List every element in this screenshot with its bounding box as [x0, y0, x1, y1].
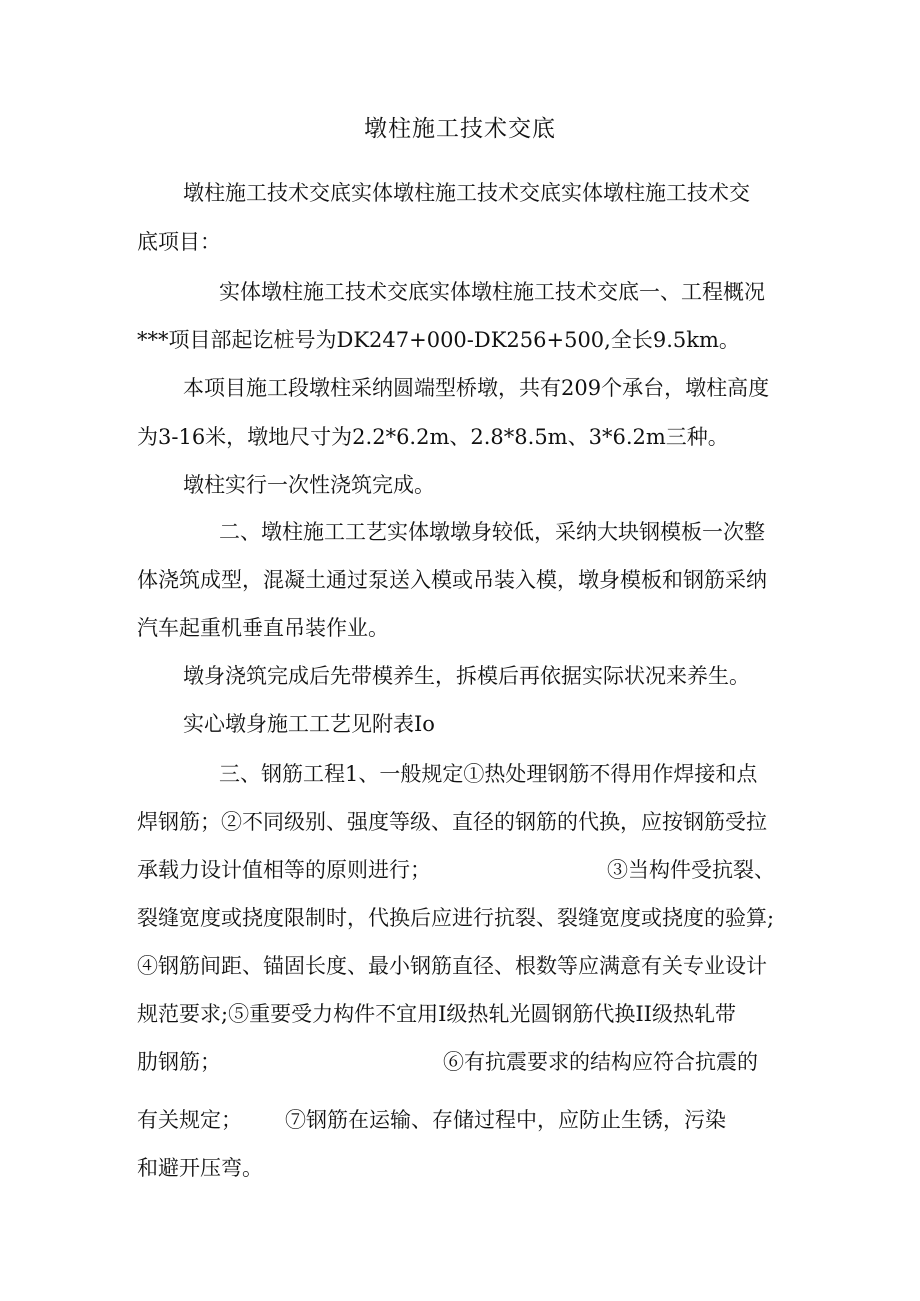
paragraph-line-12: 实心墩身施工工艺见附表Io: [183, 712, 435, 736]
paragraph-line-6: 为3-16米，墩地尺寸为2.2*6.2m、2.8*8.5m、3*6.2m三种。: [137, 425, 729, 449]
paragraph-line-5: 本项目施工段墩柱采纳圆端型桥墩，共有209个承台，墩柱高度: [183, 376, 770, 400]
paragraph-line-20b: ⑦钢筋在运输、存储过程中，应防止生锈，污染: [285, 1108, 726, 1132]
paragraph-line-21: 和避开压弯。: [137, 1156, 263, 1180]
paragraph-line-16: 裂缝宽度或挠度限制时，代换后应进行抗裂、裂缝宽度或挠度的验算;: [137, 906, 775, 930]
paragraph-line-20a: 有关规定；: [137, 1108, 242, 1132]
paragraph-line-1: 墩柱施工技术交底实体墩柱施工技术交底实体墩柱施工技术交: [183, 181, 750, 205]
paragraph-line-11: 墩身浇筑完成后先带模养生，拆模后再依据实际状况来养生。: [183, 664, 750, 688]
paragraph-line-19a: 肋钢筋；: [137, 1050, 221, 1074]
paragraph-line-7: 墩柱实行一次性浇筑完成。: [183, 473, 435, 497]
paragraph-line-3: 实体墩柱施工技术交底实体墩柱施工技术交底一、工程概况: [219, 280, 765, 304]
paragraph-line-4: ***项目部起讫桩号为DK247+000-DK256+500,全长9.5km。: [137, 328, 740, 352]
paragraph-line-9: 体浇筑成型，混凝土通过泵送入模或吊装入模，墩身模板和钢筋采纳: [137, 568, 767, 592]
document-title: 墩柱施工技术交底: [364, 116, 556, 142]
paragraph-line-19b: ⑥有抗震要求的结构应符合抗震的: [443, 1050, 758, 1074]
paragraph-line-17: ④钢筋间距、锚固长度、最小钢筋直径、根数等应满意有关专业设计: [137, 954, 767, 978]
paragraph-line-14: 焊钢筋；②不同级别、强度等级、直径的钢筋的代换，应按钢筋受拉: [137, 810, 767, 834]
paragraph-line-10: 汽车起重机垂直吊装作业。: [137, 616, 389, 640]
paragraph-line-13: 三、钢筋工程1、一般规定①热处理钢筋不得用作焊接和点: [219, 762, 758, 786]
paragraph-line-15a: 承载力设计值相等的原则进行；: [137, 858, 431, 882]
paragraph-line-8: 二、墩柱施工工艺实体墩墩身较低，采纳大块钢模板一次整: [219, 520, 765, 544]
paragraph-line-18: 规范要求;⑤重要受力构件不宜用I级热轧光圆钢筋代换II级热轧带: [137, 1002, 736, 1026]
paragraph-line-2: 底项目：: [137, 230, 221, 254]
paragraph-line-15b: ③当构件受抗裂、: [607, 858, 775, 882]
